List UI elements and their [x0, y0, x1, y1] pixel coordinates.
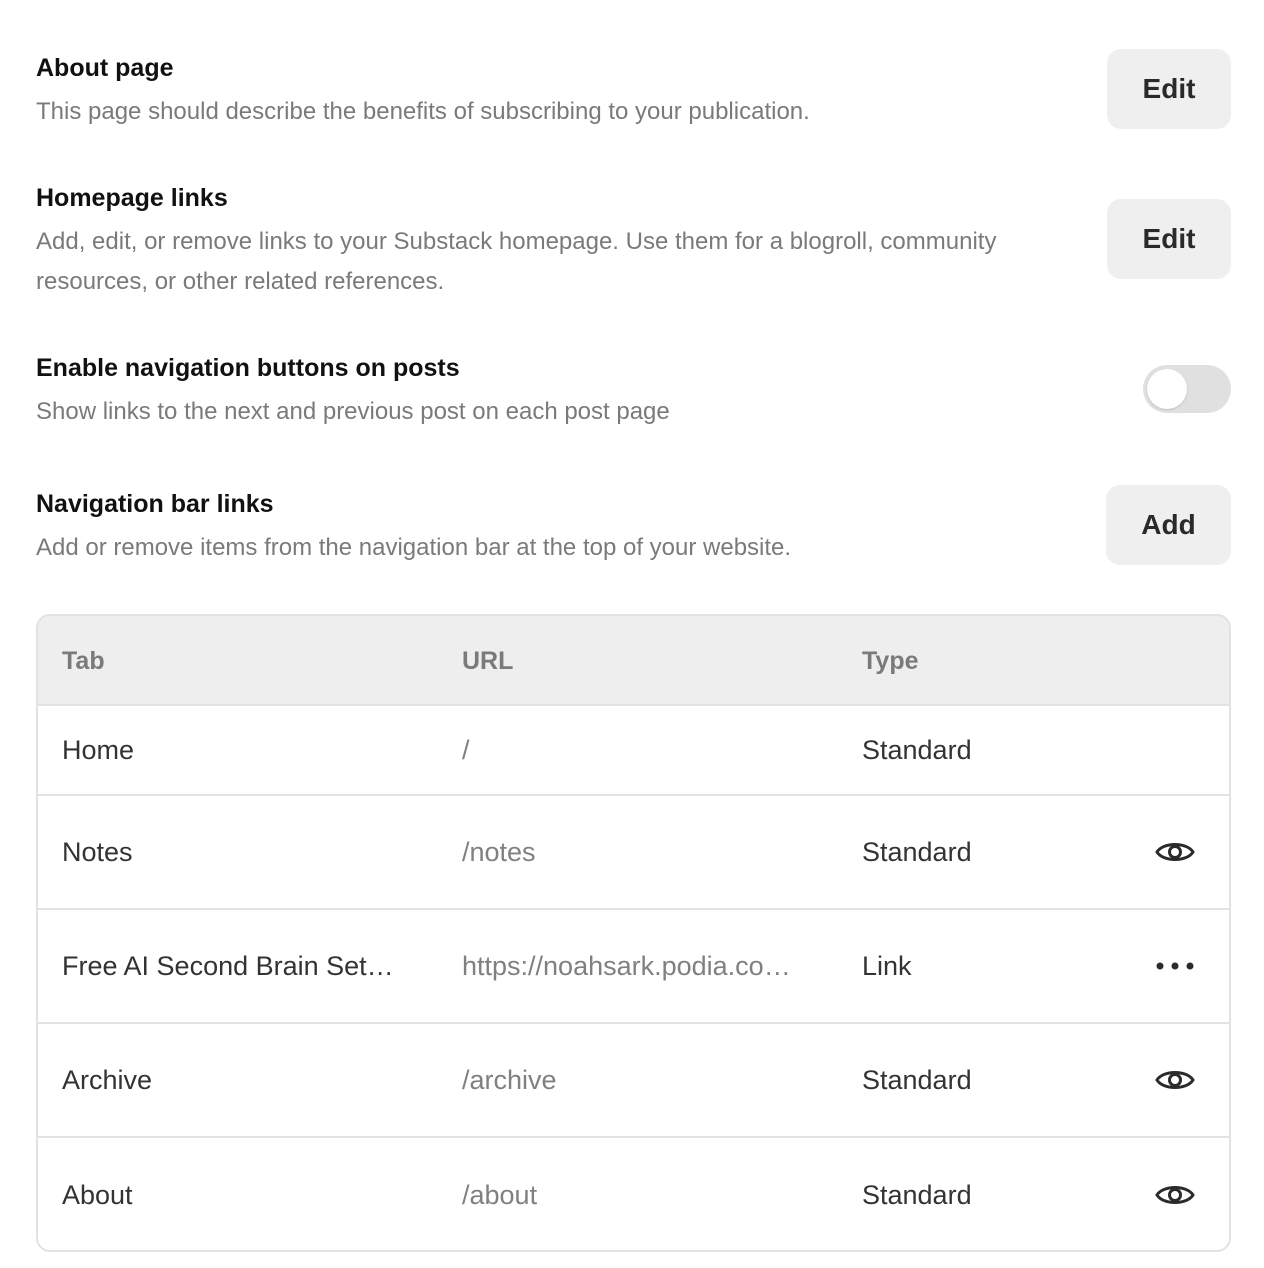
row-url: /about [462, 1179, 538, 1210]
homepage-links-description: Add, edit, or remove links to your Substack homepage. Use them for a blogroll, community resources, or other related references. [36, 228, 997, 295]
nav-bar-links-title: Navigation bar links [36, 490, 274, 518]
row-tab: Archive [62, 1064, 153, 1095]
eye-icon[interactable] [1155, 1024, 1195, 1136]
homepage-links-title: Homepage links [36, 184, 228, 212]
row-url: /archive [462, 1064, 557, 1095]
row-type: Link [862, 950, 912, 981]
nav-bar-links-setting [36, 488, 1231, 568]
nav-buttons-title: Enable navigation buttons on posts [36, 354, 460, 382]
about-page-edit-button[interactable]: Edit [1107, 49, 1231, 129]
column-header-url: URL [462, 647, 514, 675]
row-tab: Notes [62, 836, 133, 867]
nav-links-table [36, 614, 1231, 1252]
homepage-links-setting [36, 182, 1231, 302]
row-type: Standard [862, 836, 972, 867]
toggle-knob [1147, 369, 1187, 409]
about-page-setting [36, 52, 1231, 142]
nav-bar-links-add-button[interactable]: Add [1106, 485, 1231, 565]
row-url: https://noahsark.podia.co… [462, 950, 791, 981]
about-page-title: About page [36, 54, 174, 82]
row-type: Standard [862, 1064, 972, 1095]
row-tab: Home [62, 734, 135, 765]
row-tab: Free AI Second Brain Set… [62, 950, 394, 981]
table-row[interactable] [38, 1024, 1229, 1138]
nav-buttons-setting [36, 352, 1231, 432]
table-row[interactable] [38, 910, 1229, 1024]
row-tab: About [62, 1179, 133, 1210]
table-row[interactable] [38, 1138, 1229, 1252]
eye-icon[interactable] [1155, 796, 1195, 908]
homepage-links-edit-button[interactable]: Edit [1107, 199, 1231, 279]
row-type: Standard [862, 1179, 972, 1210]
row-url: /notes [462, 836, 536, 867]
row-type: Standard [862, 734, 972, 765]
more-horizontal-icon[interactable] [1155, 910, 1195, 1022]
about-page-description: This page should describe the benefits of subscribing to your publication. [36, 98, 810, 125]
eye-icon[interactable] [1155, 1138, 1195, 1252]
table-row[interactable] [38, 706, 1229, 796]
column-header-type: Type [862, 647, 919, 675]
row-url: / [462, 734, 470, 765]
table-row[interactable] [38, 796, 1229, 910]
table-header [38, 616, 1229, 706]
nav-bar-links-description: Add or remove items from the navigation bar at the top of your website. [36, 534, 792, 561]
nav-buttons-description: Show links to the next and previous post on each post page [36, 398, 670, 425]
column-header-tab: Tab [62, 647, 105, 675]
nav-buttons-toggle[interactable] [1143, 365, 1231, 413]
